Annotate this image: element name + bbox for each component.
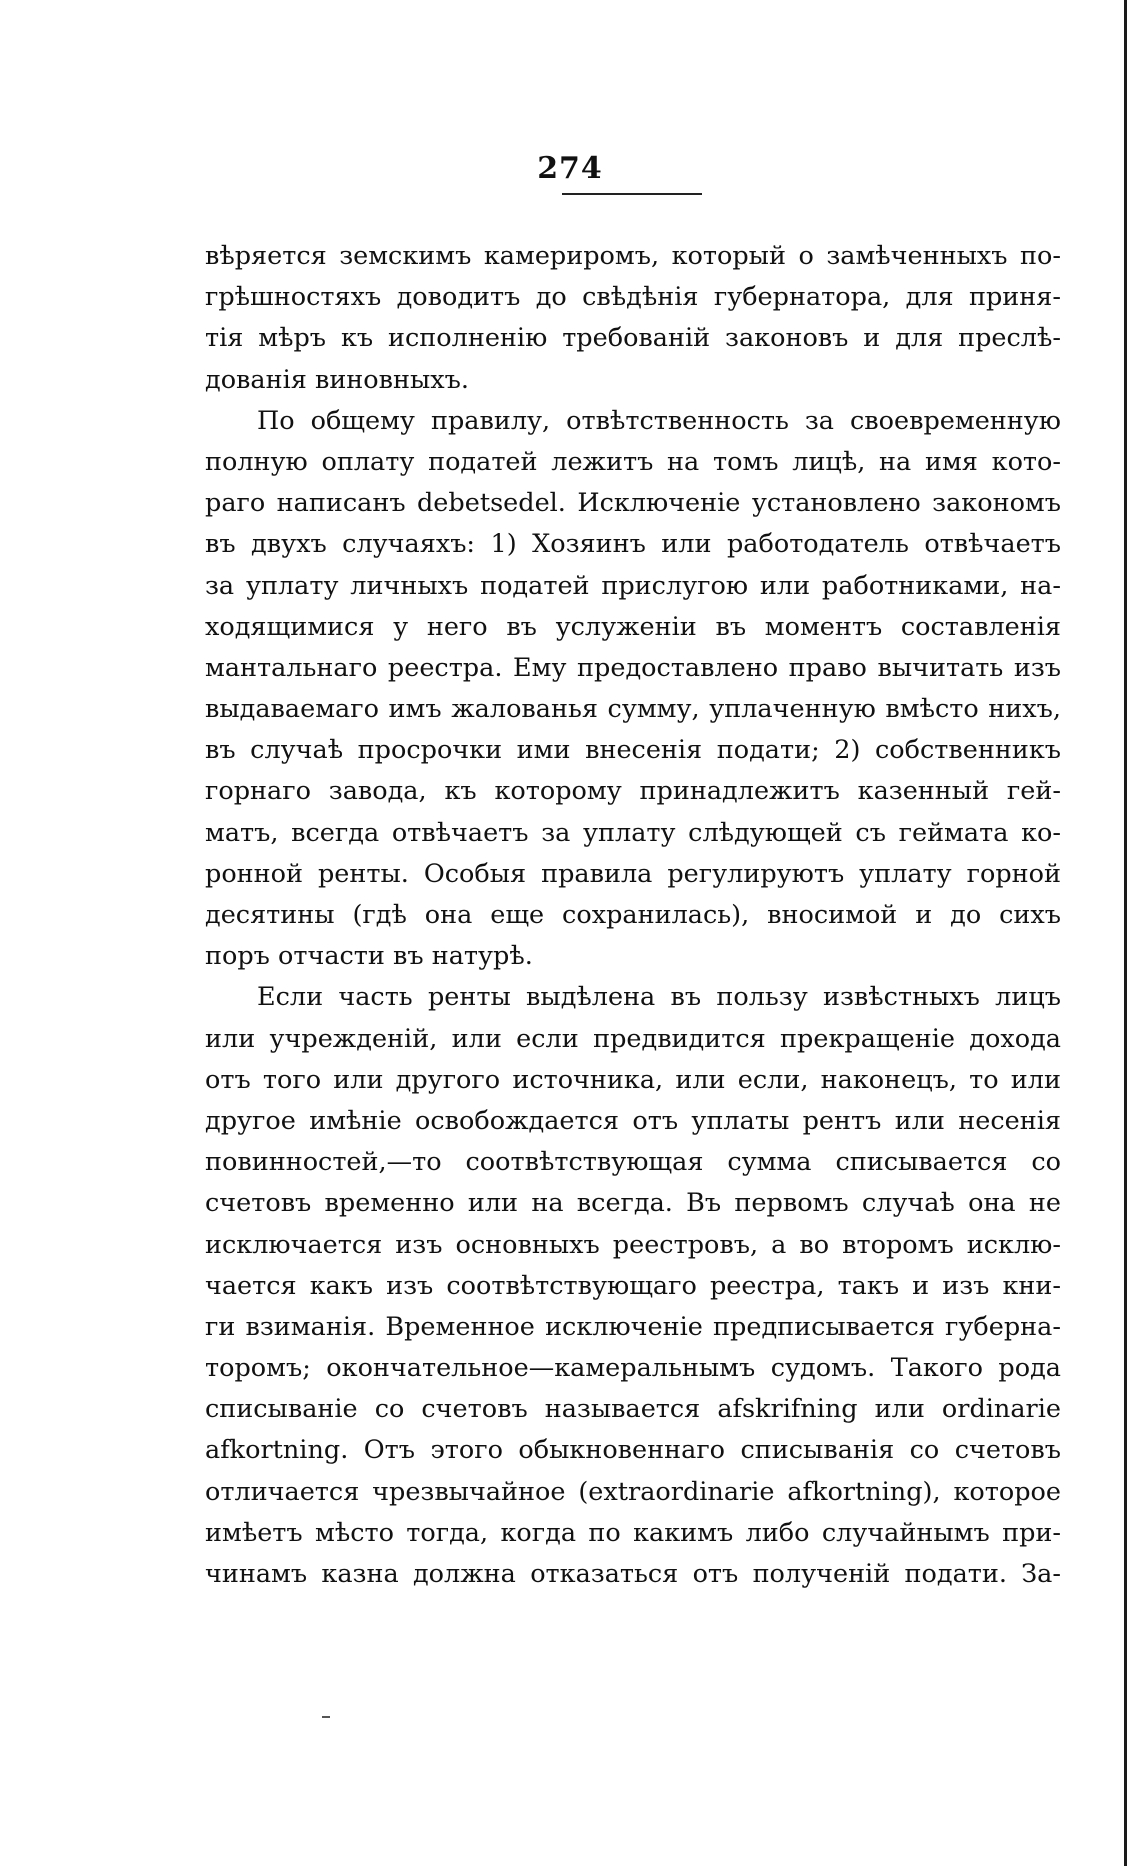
text-line: мантальнаго реестра. Ему предоставлено право вычитать изъ [205, 652, 1061, 683]
scan-page-edge [1124, 0, 1127, 1866]
text-line: отличается чрезвычайное (extraordinarie afkortning), которое [205, 1476, 1061, 1507]
text-line: выдаваемаго имъ жалованья сумму, уплаченную вмѣсто нихъ, [205, 694, 1061, 725]
text-line: тія мѣръ къ исполненію требованій законовъ и для преслѣ- [205, 323, 1061, 354]
scan-speck [322, 1716, 330, 1718]
text-line: за уплату личныхъ податей прислугою или работниками, на- [205, 570, 1061, 601]
text-line: въ двухъ случаяхъ: 1) Хозяинъ или работодатель отвѣчаетъ [205, 529, 1061, 560]
page-number: 274 [537, 151, 603, 186]
body-text [205, 236, 1061, 1595]
text-line: или учрежденій, или если предвидится прекращеніе дохода [205, 1023, 1061, 1054]
text-line: ходящимися у него въ услуженіи въ моментъ составленія [205, 611, 1061, 642]
text-line: торомъ; окончательное—камеральнымъ судомъ. Такого рода [205, 1353, 1061, 1384]
text-line: матъ, всегда отвѣчаетъ за уплату слѣдующей съ геймата ко- [205, 817, 1061, 848]
text-line: списываніе со счетовъ называется afskrifning или ordinarie [205, 1394, 1061, 1425]
text-line: отъ того или другого источника, или если, наконецъ, то или [205, 1064, 1061, 1095]
text-line: повинностей,—то соотвѣтствующая сумма списывается со [205, 1147, 1061, 1178]
text-line: вѣряется земскимъ камериромъ, который о замѣченныхъ по- [205, 241, 1061, 271]
text-line: другое имѣніе освобождается отъ уплаты рентъ или несенія [205, 1105, 1061, 1136]
text-line: въ случаѣ просрочки ими внесенія подати; 2) собственникъ [205, 735, 1061, 766]
text-line: исключается изъ основныхъ реестровъ, а во второмъ исклю- [205, 1229, 1061, 1260]
text-line: ронной ренты. Особыя правила регулируютъ уплату горной [205, 858, 1061, 889]
paragraph-start-line: По общему правилу, отвѣтственность за своевременную [257, 405, 1061, 436]
text-line: полную оплату податей лежитъ на томъ лицѣ, на имя кото- [205, 446, 1061, 477]
paragraph-start-line: Если часть ренты выдѣлена въ пользу извѣстныхъ лицъ [257, 982, 1061, 1013]
text-line: раго написанъ debetsedel. Исключеніе установлено закономъ [205, 488, 1061, 519]
text-line: поръ отчасти въ натурѣ. [205, 941, 533, 972]
text-line: чинамъ казна должна отказаться отъ полученій подати. За- [205, 1559, 1061, 1589]
text-line: дованія виновныхъ. [205, 364, 470, 395]
text-line: чается какъ изъ соотвѣтствующаго реестра, такъ и изъ кни- [205, 1270, 1061, 1301]
text-line: десятины (гдѣ она еще сохранилась), вносимой и до сихъ [205, 900, 1061, 930]
text-line: грѣшностяхъ доводитъ до свѣдѣнія губернатора, для приня- [205, 282, 1061, 313]
text-line: имѣетъ мѣсто тогда, когда по какимъ либо случайнымъ при- [205, 1517, 1061, 1548]
text-line: ги взиманія. Временное исключеніе предписывается губерна- [205, 1311, 1061, 1342]
text-line: горнаго завода, къ которому принадлежитъ казенный гей- [205, 776, 1061, 807]
page-number-rule [562, 193, 702, 195]
text-line: afkortning. Отъ этого обыкновеннаго списыванія со счетовъ [205, 1435, 1061, 1466]
text-line: счетовъ временно или на всегда. Въ первомъ случаѣ она не [205, 1188, 1061, 1219]
